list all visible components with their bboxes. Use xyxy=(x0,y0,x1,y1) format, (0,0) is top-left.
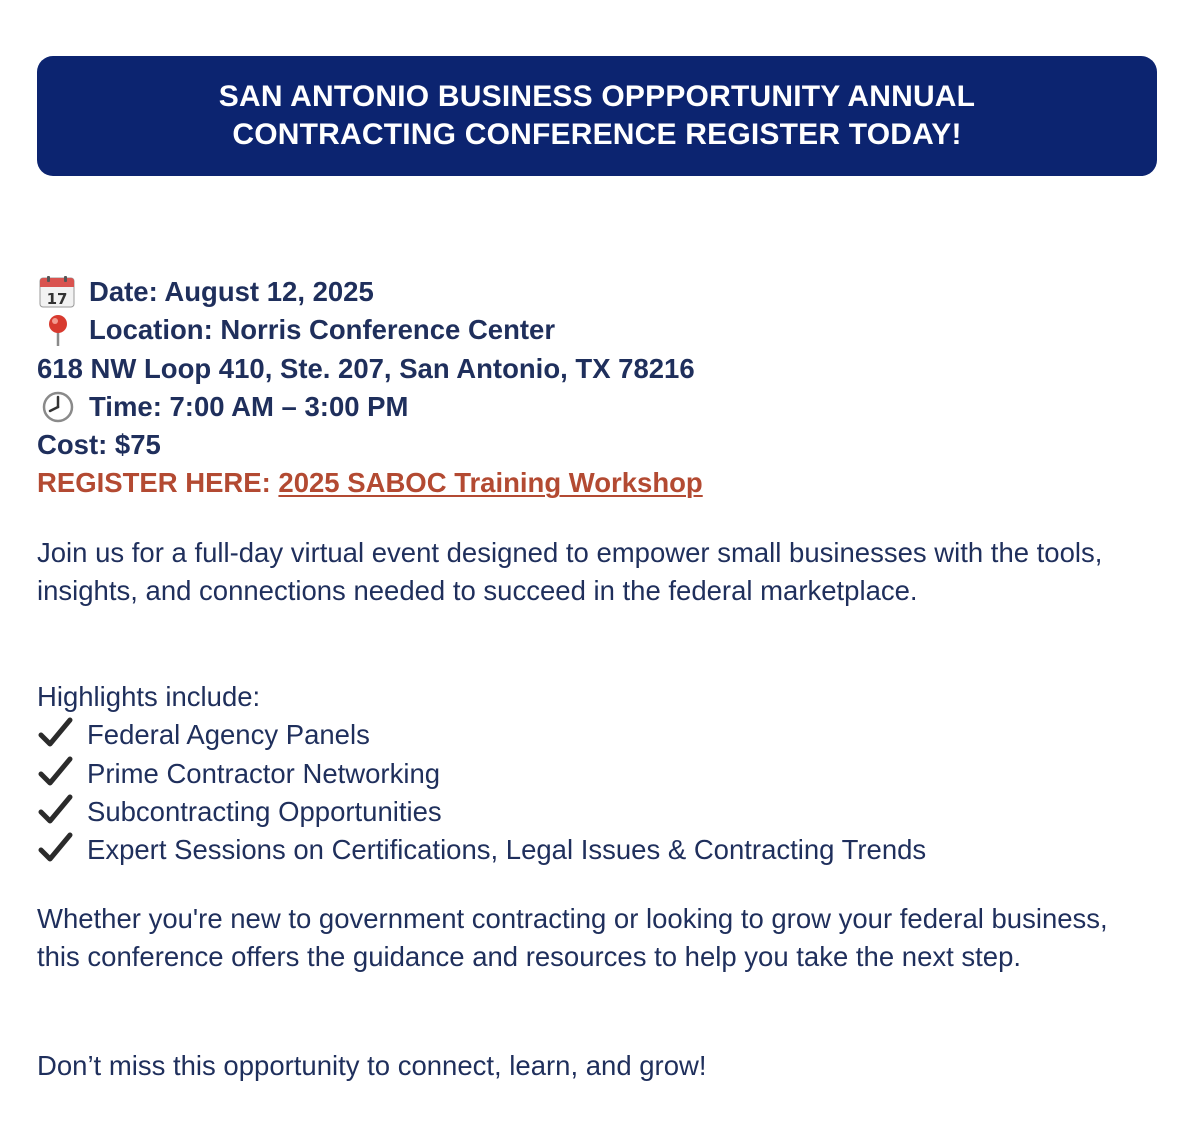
highlight-text: Expert Sessions on Certifications, Legal Issues & Contracting Trends xyxy=(87,834,927,866)
event-details xyxy=(37,273,1147,503)
header-banner xyxy=(37,56,1157,176)
highlight-item xyxy=(37,793,1152,831)
banner-title: SAN ANTONIO BUSINESS OPPPORTUNITY ANNUAL CONTRACTING CONFERENCE REGISTER TODAY! xyxy=(218,80,976,151)
highlights-section xyxy=(37,678,1152,869)
location-line xyxy=(37,311,1147,349)
intro-paragraph: Join us for a full-day virtual event designed to empower small businesses with the tools, insights, and connections needed to succeed in the federal marketplace. xyxy=(37,537,1103,607)
highlight-text: Prime Contractor Networking xyxy=(87,757,441,789)
cost-line: Cost: $75 xyxy=(37,429,161,461)
svg-text:17: 17 xyxy=(46,290,68,308)
highlight-item xyxy=(37,755,1152,793)
register-line xyxy=(37,464,1147,502)
clock-icon xyxy=(37,391,79,421)
date-text: Date: August 12, 2025 xyxy=(89,276,374,307)
pushpin-icon xyxy=(37,314,79,344)
time-line xyxy=(37,388,1147,426)
location-text: Location: Norris Conference Center xyxy=(89,314,556,346)
address-line: 618 NW Loop 410, Ste. 207, San Antonio, TX 78216 xyxy=(37,352,695,384)
check-mark-icon xyxy=(37,794,79,824)
date-line xyxy=(37,273,1147,311)
time-text: Time: 7:00 AM – 3:00 PM xyxy=(89,390,409,422)
closing-paragraph: Don’t miss this opportunity to connect, learn, and grow! xyxy=(37,1050,707,1081)
check-mark-icon xyxy=(37,717,79,747)
register-link[interactable]: 2025 SABOC Training Workshop xyxy=(278,467,703,499)
check-mark-icon xyxy=(37,756,79,786)
register-label: REGISTER HERE: xyxy=(37,467,279,499)
highlight-text: Subcontracting Opportunities xyxy=(87,795,442,827)
highlight-item xyxy=(37,831,1152,869)
whether-paragraph: Whether you're new to government contracting or looking to grow your federal business, this conference offers the guidance and resources to help you take the next step. xyxy=(37,903,1108,973)
highlights-heading: Highlights include: xyxy=(37,681,261,712)
check-mark-icon xyxy=(37,832,79,862)
highlight-text: Federal Agency Panels xyxy=(87,719,370,751)
highlight-item xyxy=(37,716,1152,754)
calendar-icon xyxy=(37,276,79,306)
